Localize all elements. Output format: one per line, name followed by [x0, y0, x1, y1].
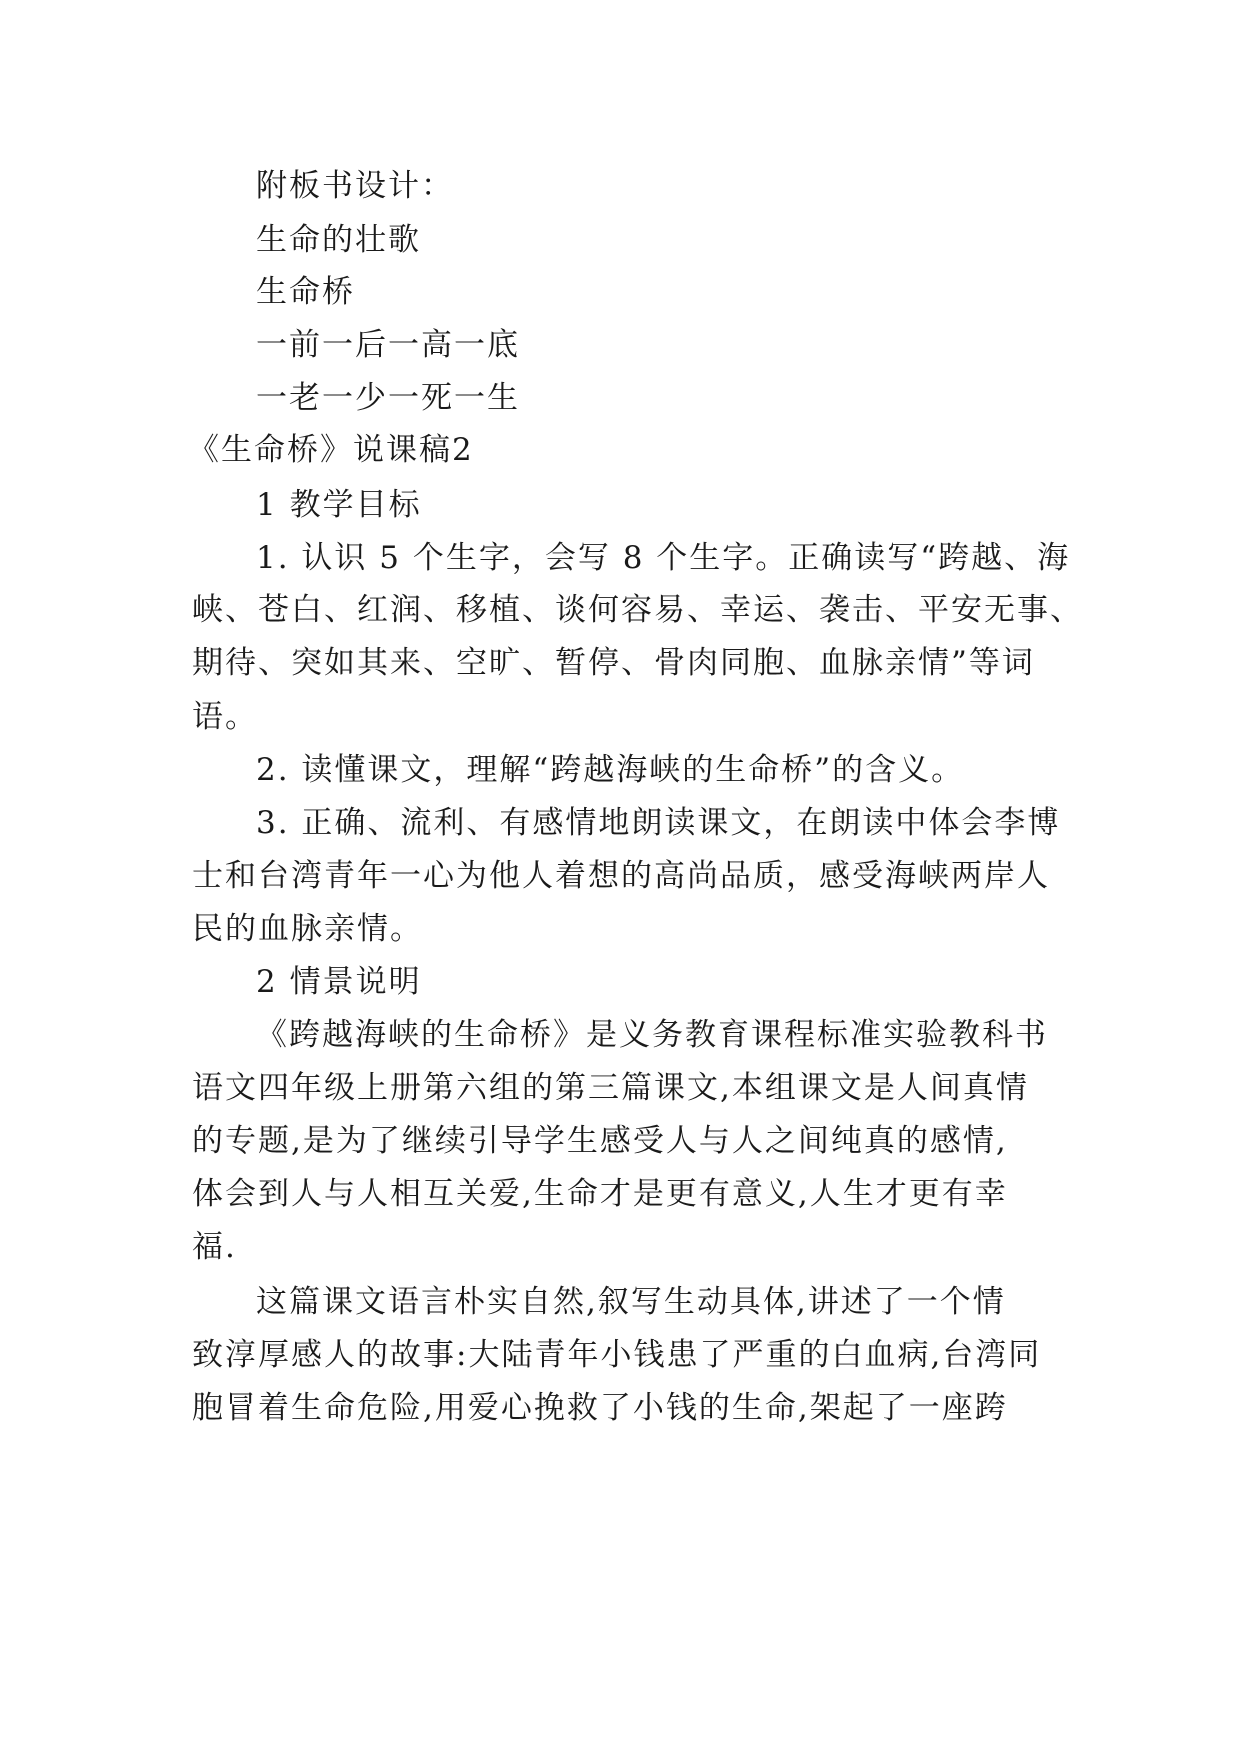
- board-design-line-2: 一老一少一死一生: [256, 380, 520, 416]
- situation-para-1-line-2: 语文四年级上册第六组的第三篇课文,本组课文是人间真情: [192, 1070, 1029, 1106]
- objective-3-line-2: 士和台湾青年一心为他人着想的高尚品质，感受海峡两岸人: [192, 858, 1050, 894]
- situation-para-1-line-5: 福.: [192, 1229, 237, 1265]
- objective-1-line-2: 峡、苍白、红润、移植、谈何容易、幸运、袭击、平安无事、: [192, 592, 1083, 628]
- situation-para-2-line-2: 致淳厚感人的故事:大陆青年小钱患了严重的白血病,台湾同: [192, 1337, 1042, 1373]
- objective-1-line-3: 期待、突如其来、空旷、暂停、骨肉同胞、血脉亲情”等词: [192, 645, 1035, 681]
- situation-para-1-line-4: 体会到人与人相互关爱,生命才是更有意义,人生才更有幸: [192, 1176, 1008, 1212]
- objective-1-line-4: 语。: [192, 699, 258, 735]
- situation-heading: 2 情景说明: [256, 964, 422, 1000]
- situation-para-2-line-3: 胞冒着生命危险,用爱心挽救了小钱的生命,架起了一座跨: [192, 1390, 1008, 1426]
- board-design-title: 生命的壮歌: [256, 222, 421, 258]
- objective-3-line-3: 民的血脉亲情。: [192, 911, 423, 947]
- objective-3-line-1: 3. 正确、流利、有感情地朗读课文，在朗读中体会李博: [256, 805, 1061, 841]
- objective-1-line-1: 1. 认识 5 个生字，会写 8 个生字。正确读写“跨越、海: [256, 540, 1071, 576]
- situation-para-1-line-3: 的专题,是为了继续引导学生感受人与人之间纯真的感情,: [192, 1123, 1008, 1159]
- situation-para-2-line-1: 这篇课文语言朴实自然,叙写生动具体,讲述了一个情: [256, 1284, 1006, 1320]
- objectives-heading: 1 教学目标: [256, 487, 422, 523]
- objective-2: 2. 读懂课文，理解“跨越海峡的生命桥”的含义。: [256, 752, 965, 788]
- situation-para-1-line-1: 《跨越海峡的生命桥》是义务教育课程标准实验教科书: [256, 1017, 1048, 1053]
- section-title: 《生命桥》说课稿2: [188, 432, 474, 468]
- board-design-line-1: 一前一后一高一底: [256, 327, 520, 363]
- board-design-label: 附板书设计：: [256, 168, 454, 204]
- board-design-subtitle: 生命桥: [256, 274, 355, 310]
